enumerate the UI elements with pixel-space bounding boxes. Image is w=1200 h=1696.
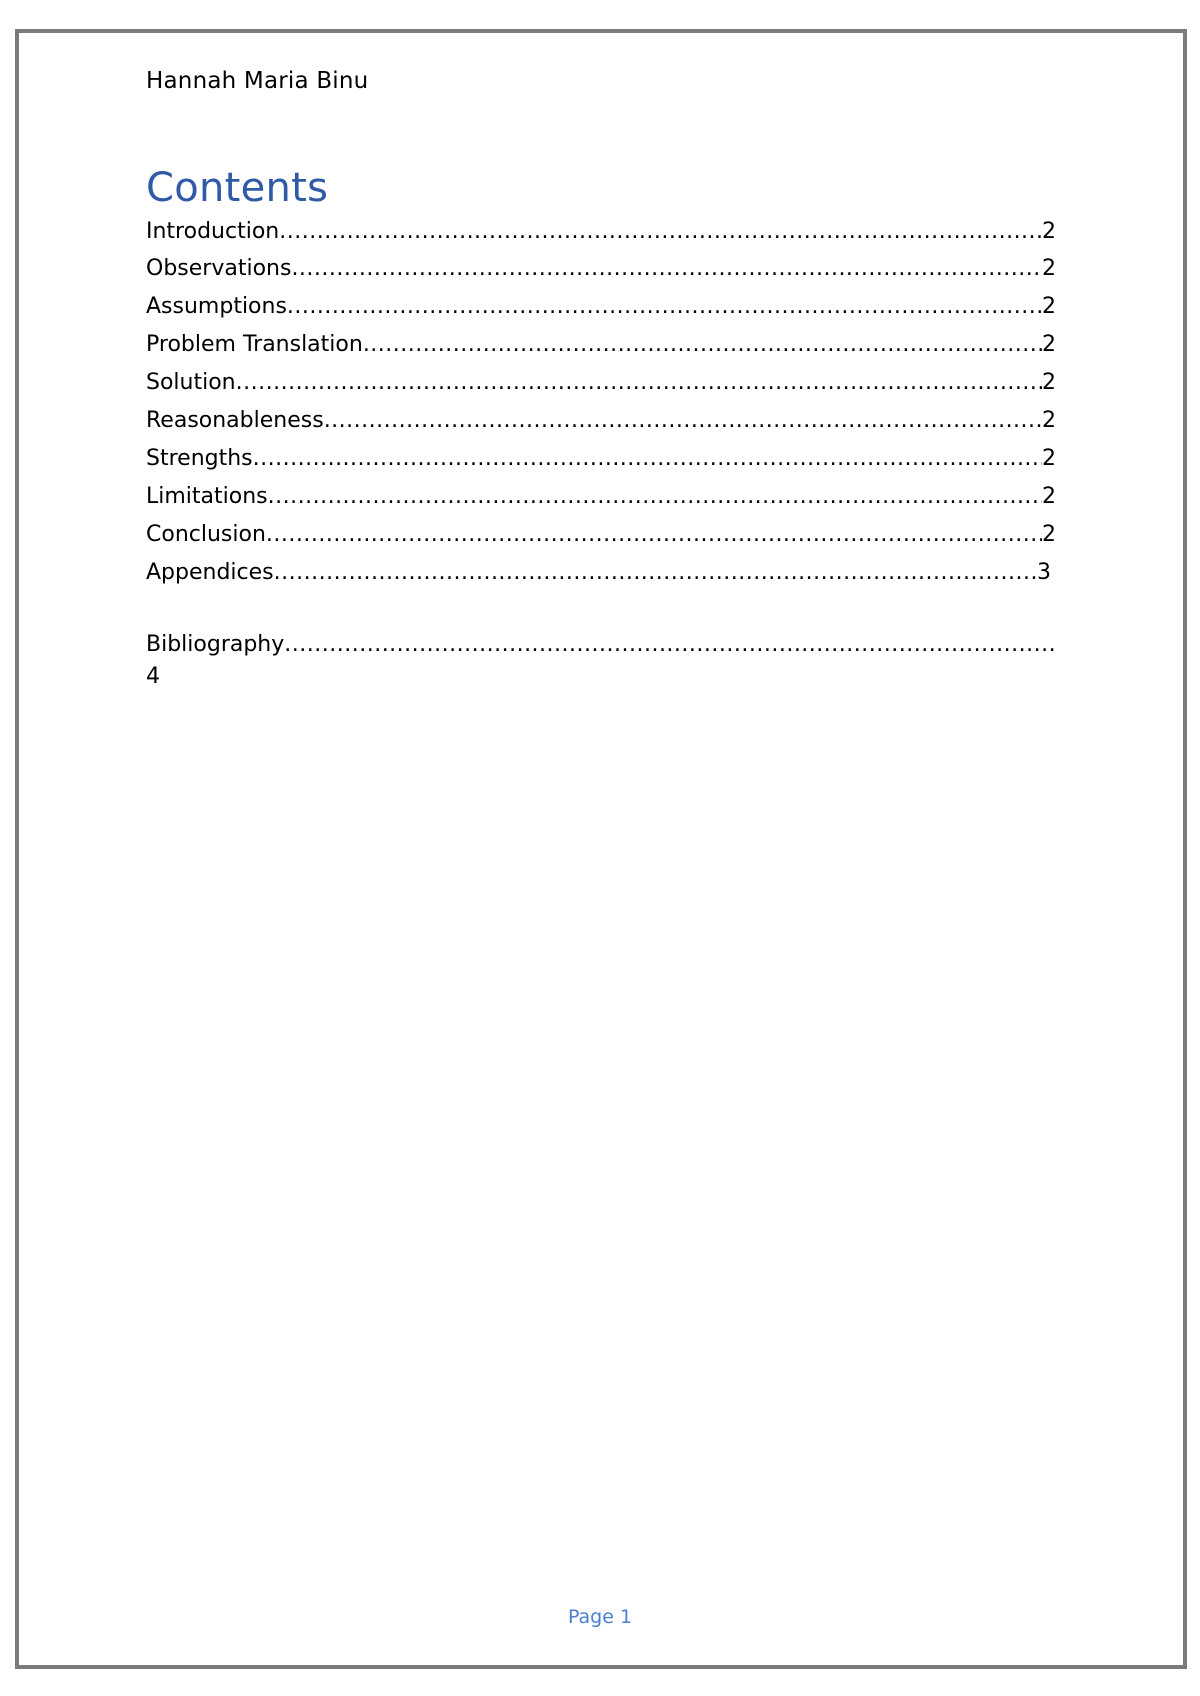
toc-entry-appendices[interactable] <box>146 560 1051 590</box>
toc-entry-label: Assumptions <box>146 294 287 319</box>
toc-entry-limitations[interactable] <box>146 484 1056 514</box>
toc-entry-problem-translation[interactable] <box>146 332 1056 362</box>
toc-entry-page: 2 <box>1042 256 1056 281</box>
toc-entry-page: 2 <box>1042 408 1056 433</box>
toc-entry-page: 2 <box>1042 522 1056 547</box>
toc-leader-dots <box>279 219 1042 244</box>
toc-entry-label: Problem Translation <box>146 332 363 357</box>
toc-entry-page: 2 <box>1042 219 1056 244</box>
contents-heading: Contents <box>146 165 329 211</box>
toc-entry-conclusion[interactable] <box>146 522 1056 552</box>
toc-entry-label: Observations <box>146 256 292 281</box>
toc-entry-page: 2 <box>1042 370 1056 395</box>
toc-entry-label: Conclusion <box>146 522 266 547</box>
toc-entry-bibliography[interactable] <box>146 632 1056 689</box>
author-name: Hannah Maria Binu <box>146 68 369 94</box>
toc-entry-page: 2 <box>1042 294 1056 319</box>
toc-entry-page: 2 <box>1042 332 1056 357</box>
toc-leader-dots <box>363 332 1042 357</box>
toc-entry-reasonableness[interactable] <box>146 408 1056 438</box>
toc-leader-dots <box>253 446 1042 471</box>
toc-entry-page: 2 <box>1042 446 1056 471</box>
toc-leader-dots <box>236 370 1042 395</box>
toc-leader-dots <box>274 560 1037 585</box>
toc-entry-label: Limitations <box>146 484 268 509</box>
toc-entry-assumptions[interactable] <box>146 294 1056 324</box>
toc-entry-observations[interactable] <box>146 256 1056 286</box>
toc-entry-introduction[interactable] <box>146 219 1056 249</box>
toc-entry-label: Introduction <box>146 219 280 244</box>
toc-entry-page: 4 <box>146 664 160 689</box>
toc-entry-solution[interactable] <box>146 370 1056 400</box>
toc-entry-label: Reasonableness <box>146 408 324 433</box>
toc-leader-dots <box>268 484 1042 509</box>
toc-entry-label: Strengths <box>146 446 253 471</box>
toc-entry-strengths[interactable] <box>146 446 1056 476</box>
toc-entry-label: Solution <box>146 370 236 395</box>
page-number-footer: Page 1 <box>567 1606 633 1628</box>
toc-leader-dots <box>266 522 1042 547</box>
toc-leader-dots <box>291 256 1042 281</box>
toc-leader-dots <box>287 294 1042 319</box>
toc-entry-page: 2 <box>1042 484 1056 509</box>
toc-leader-dots <box>284 632 1056 657</box>
toc-entry-label: Bibliography <box>146 632 285 657</box>
toc-entry-page: 3 <box>1037 560 1051 585</box>
toc-entry-label: Appendices <box>146 560 274 585</box>
toc-leader-dots <box>324 408 1042 433</box>
